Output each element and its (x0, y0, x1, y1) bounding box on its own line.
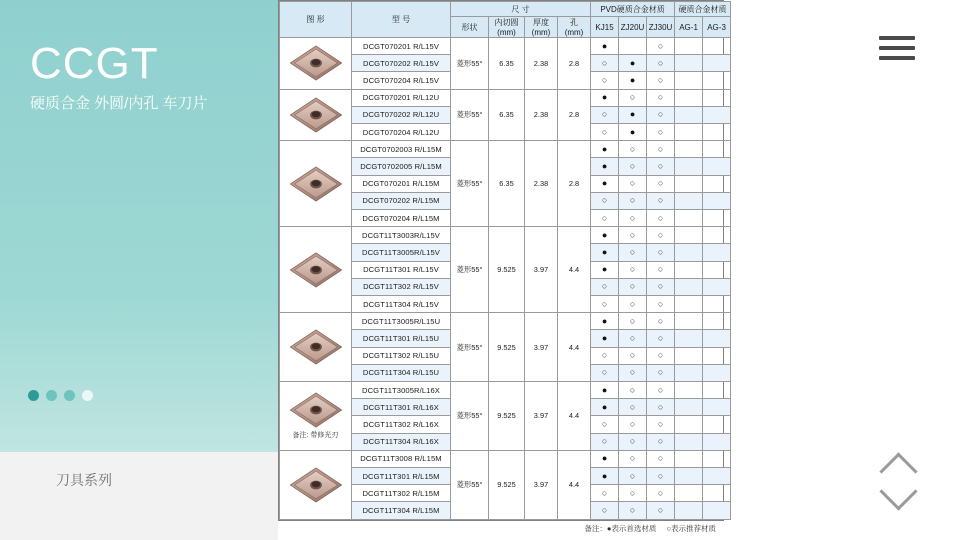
pagination-dots[interactable] (28, 390, 93, 401)
grade-mark-ag-1 (675, 416, 703, 433)
grade-mark-ag-1 (675, 38, 703, 55)
grade-mark-ag-3 (703, 330, 731, 347)
hole-diameter-cell: 2.8 (558, 38, 591, 90)
grade-mark-ag-1 (675, 72, 703, 89)
grade-mark-zj20u (619, 364, 647, 381)
model-code: DCGT070201 R/L15V (352, 38, 451, 55)
inscribed-circle-cell: 6.35 (489, 38, 525, 90)
pagination-dot-1[interactable] (28, 390, 39, 401)
model-code: DCGT11T302 R/L16X (352, 416, 451, 433)
grade-mark-ag-3 (703, 72, 731, 89)
grade-mark-ag-3 (703, 124, 731, 141)
grade-mark-zj30u (647, 313, 675, 330)
shape-cell: 菱形55° (451, 382, 489, 451)
grade-mark-zj30u (647, 416, 675, 433)
grade-mark-zj30u (647, 450, 675, 467)
model-code: DCGT11T304 R/L16X (352, 433, 451, 450)
hole-diameter-cell: 2.8 (558, 89, 591, 141)
insert-figure-icon (287, 43, 345, 83)
grade-mark-kj15 (591, 158, 619, 175)
figure-note: 备注: 带修光刃 (292, 431, 339, 439)
grade-mark-ag-1 (675, 313, 703, 330)
grade-mark-ag-3 (703, 485, 731, 502)
table-row (280, 89, 731, 106)
table-body (280, 38, 731, 520)
grade-mark-ag-1 (675, 399, 703, 416)
grade-mark-ag-3 (703, 278, 731, 295)
grade-mark-zj30u (647, 124, 675, 141)
grade-mark-kj15 (591, 347, 619, 364)
grade-mark-ag-1 (675, 468, 703, 485)
page-title: CCGT (30, 39, 159, 88)
grade-mark-ag-3 (703, 364, 731, 381)
thickness-cell: 3.97 (525, 313, 558, 382)
thickness-cell: 3.97 (525, 450, 558, 519)
pagination-dot-2[interactable] (46, 390, 57, 401)
grade-mark-ag-1 (675, 141, 703, 158)
grade-mark-ag-3 (703, 106, 731, 123)
grade-mark-zj20u (619, 55, 647, 72)
vertical-nav[interactable] (878, 452, 918, 504)
grade-mark-kj15 (591, 38, 619, 55)
model-code: DCGT070204 R/L15M (352, 210, 451, 227)
grade-mark-zj20u (619, 416, 647, 433)
table-head (280, 2, 731, 38)
grade-mark-ag-3 (703, 210, 731, 227)
model-code: DCGT11T3005R/L16X (352, 382, 451, 399)
grade-mark-ag-3 (703, 468, 731, 485)
table-row (280, 313, 731, 330)
grade-mark-kj15 (591, 210, 619, 227)
thickness-cell: 3.97 (525, 227, 558, 313)
grade-mark-ag-1 (675, 450, 703, 467)
grade-mark-ag-1 (675, 261, 703, 278)
chevron-down-icon[interactable] (881, 484, 915, 504)
th-thickness: 厚度 (mm) (525, 17, 558, 38)
hamburger-bar-3 (879, 56, 915, 60)
model-code: DCGT070202 R/L12U (352, 106, 451, 123)
grade-mark-zj20u (619, 72, 647, 89)
grade-mark-ag-3 (703, 158, 731, 175)
thickness-cell: 2.38 (525, 141, 558, 227)
grade-mark-kj15 (591, 313, 619, 330)
grade-mark-ag-1 (675, 364, 703, 381)
grade-mark-zj20u (619, 450, 647, 467)
hole-diameter-cell: 4.4 (558, 313, 591, 382)
grade-mark-zj30u (647, 38, 675, 55)
grade-mark-zj20u (619, 433, 647, 450)
grade-mark-zj20u (619, 106, 647, 123)
model-code: DCGT11T3005R/L15U (352, 313, 451, 330)
left-panel (0, 0, 278, 540)
model-code: DCGT070201 R/L15M (352, 175, 451, 192)
insert-figure-cell (280, 382, 352, 451)
grade-mark-zj30u (647, 210, 675, 227)
model-code: DCGT070204 R/L15V (352, 72, 451, 89)
grade-mark-zj30u (647, 296, 675, 313)
grade-mark-ag-3 (703, 433, 731, 450)
grade-mark-zj20u (619, 347, 647, 364)
grade-mark-ag-3 (703, 89, 731, 106)
grade-mark-ag-3 (703, 296, 731, 313)
insert-figure-cell (280, 38, 352, 90)
insert-figure-cell (280, 450, 352, 519)
th-carbide-group: 硬质合金材质 (675, 2, 731, 17)
insert-figure-icon (287, 164, 345, 204)
grade-mark-ag-1 (675, 433, 703, 450)
grade-mark-ag-3 (703, 399, 731, 416)
model-code: DCGT070201 R/L12U (352, 89, 451, 106)
model-code: DCGT0702003 R/L15M (352, 141, 451, 158)
grade-mark-zj30u (647, 89, 675, 106)
grade-mark-ag-1 (675, 485, 703, 502)
grade-mark-kj15 (591, 227, 619, 244)
grade-mark-ag-1 (675, 278, 703, 295)
grade-mark-zj30u (647, 399, 675, 416)
grade-mark-zj30u (647, 158, 675, 175)
series-label: 刀具系列 (56, 472, 112, 488)
inscribed-circle-cell: 9.525 (489, 382, 525, 451)
table-row (280, 141, 731, 158)
grade-mark-zj30u (647, 485, 675, 502)
hole-diameter-cell: 4.4 (558, 382, 591, 451)
grade-mark-ag-3 (703, 261, 731, 278)
grade-mark-zj30u (647, 347, 675, 364)
grade-mark-zj20u (619, 330, 647, 347)
model-code: DCGT11T302 R/L15V (352, 278, 451, 295)
insert-figure-cell (280, 227, 352, 313)
spec-table-container (278, 0, 727, 521)
grade-mark-ag-1 (675, 89, 703, 106)
grade-mark-ag-3 (703, 244, 731, 261)
th-ic: 内切圆 (mm) (489, 17, 525, 38)
grade-mark-zj20u (619, 192, 647, 209)
grade-mark-ag-1 (675, 244, 703, 261)
grade-mark-ag-3 (703, 192, 731, 209)
grade-mark-kj15 (591, 296, 619, 313)
grade-mark-kj15 (591, 106, 619, 123)
hamburger-bar-1 (879, 36, 915, 40)
grade-mark-ag-3 (703, 38, 731, 55)
grade-mark-kj15 (591, 244, 619, 261)
chevron-up-icon[interactable] (881, 452, 915, 472)
grade-mark-kj15 (591, 89, 619, 106)
table-row (280, 38, 731, 55)
grade-mark-ag-1 (675, 347, 703, 364)
model-code: DCGT11T301 R/L15U (352, 330, 451, 347)
grade-mark-kj15 (591, 502, 619, 520)
insert-figure-cell (280, 89, 352, 141)
th-grade-kj15: KJ15 (591, 17, 619, 38)
grade-mark-ag-1 (675, 192, 703, 209)
inscribed-circle-cell: 9.525 (489, 450, 525, 519)
grade-mark-ag-3 (703, 450, 731, 467)
grade-mark-zj20u (619, 175, 647, 192)
grade-mark-kj15 (591, 468, 619, 485)
grade-mark-zj20u (619, 158, 647, 175)
inscribed-circle-cell: 9.525 (489, 227, 525, 313)
grade-mark-zj30u (647, 227, 675, 244)
grade-mark-zj30u (647, 141, 675, 158)
inscribed-circle-cell: 6.35 (489, 141, 525, 227)
grade-mark-ag-1 (675, 330, 703, 347)
hole-diameter-cell: 4.4 (558, 450, 591, 519)
grade-mark-kj15 (591, 382, 619, 399)
shape-cell: 菱形55° (451, 313, 489, 382)
grade-mark-zj20u (619, 261, 647, 278)
model-code: DCGT11T3008 R/L15M (352, 450, 451, 467)
table-footnote (278, 523, 724, 534)
grade-mark-ag-3 (703, 347, 731, 364)
model-code: DCGT070204 R/L12U (352, 124, 451, 141)
grade-mark-zj20u (619, 210, 647, 227)
grade-mark-zj30u (647, 72, 675, 89)
model-code: DCGT11T302 R/L15M (352, 485, 451, 502)
grade-mark-ag-1 (675, 502, 703, 520)
grade-mark-kj15 (591, 278, 619, 295)
grade-mark-ag-1 (675, 124, 703, 141)
model-code: DCGT11T304 R/L15M (352, 502, 451, 520)
grade-mark-kj15 (591, 261, 619, 278)
grade-mark-zj20u (619, 313, 647, 330)
grade-mark-ag-1 (675, 296, 703, 313)
grade-mark-ag-1 (675, 210, 703, 227)
thickness-cell: 2.38 (525, 89, 558, 141)
hamburger-bar-2 (879, 46, 915, 50)
grade-mark-zj20u (619, 382, 647, 399)
table-row (280, 450, 731, 467)
grade-mark-ag-1 (675, 106, 703, 123)
table-row (280, 382, 731, 399)
grade-mark-zj30u (647, 261, 675, 278)
grade-mark-ag-3 (703, 227, 731, 244)
grade-mark-zj20u (619, 468, 647, 485)
grade-mark-zj20u (619, 89, 647, 106)
grade-mark-zj30u (647, 382, 675, 399)
grade-mark-kj15 (591, 72, 619, 89)
grade-mark-zj20u (619, 141, 647, 158)
th-grade-ag1: AG-1 (675, 17, 703, 38)
th-hole: 孔 (mm) (558, 17, 591, 38)
inscribed-circle-cell: 9.525 (489, 313, 525, 382)
insert-figure-icon (287, 390, 345, 430)
grade-mark-zj30u (647, 502, 675, 520)
grade-mark-kj15 (591, 485, 619, 502)
hole-diameter-cell: 2.8 (558, 141, 591, 227)
model-code: DCGT11T3005R/L15V (352, 244, 451, 261)
grade-mark-ag-3 (703, 313, 731, 330)
shape-cell: 菱形55° (451, 450, 489, 519)
th-dimension-group: 尺 寸 (451, 2, 591, 17)
grade-mark-kj15 (591, 399, 619, 416)
grade-mark-zj30u (647, 55, 675, 72)
shape-cell: 菱形55° (451, 38, 489, 90)
th-shape: 形状 (451, 17, 489, 38)
grade-mark-kj15 (591, 175, 619, 192)
inscribed-circle-cell: 6.35 (489, 89, 525, 141)
grade-mark-kj15 (591, 192, 619, 209)
grade-mark-ag-3 (703, 175, 731, 192)
th-grade-zj20u: ZJ20U (619, 17, 647, 38)
grade-mark-ag-3 (703, 55, 731, 72)
grade-mark-ag-3 (703, 141, 731, 158)
grade-mark-ag-3 (703, 502, 731, 520)
pagination-dot-4[interactable] (82, 390, 93, 401)
insert-figure-icon (287, 95, 345, 135)
grade-mark-ag-3 (703, 416, 731, 433)
page-subtitle: 硬质合金 外圆/内孔 车刀片 (30, 95, 208, 112)
grade-mark-zj20u (619, 38, 647, 55)
grade-mark-zj20u (619, 227, 647, 244)
insert-figure-icon (287, 327, 345, 367)
grade-mark-zj30u (647, 468, 675, 485)
grade-mark-zj20u (619, 485, 647, 502)
model-code: DCGT0702005 R/L15M (352, 158, 451, 175)
grade-mark-zj30u (647, 278, 675, 295)
grade-mark-ag-1 (675, 55, 703, 72)
title-block (30, 38, 270, 114)
grade-mark-zj20u (619, 278, 647, 295)
grade-mark-ag-3 (703, 382, 731, 399)
thickness-cell: 2.38 (525, 38, 558, 90)
th-figure: 图 形 (280, 2, 352, 38)
grade-mark-ag-1 (675, 175, 703, 192)
model-code: DCGT070202 R/L15M (352, 192, 451, 209)
th-grade-ag3: AG-3 (703, 17, 731, 38)
th-pvd-group: PVD硬质合金材质 (591, 2, 675, 17)
hamburger-menu-icon[interactable] (879, 36, 915, 60)
grade-mark-zj20u (619, 244, 647, 261)
grade-mark-zj30u (647, 175, 675, 192)
footnote-filled: 备注：●表示首选材质 (584, 524, 657, 533)
grade-mark-kj15 (591, 416, 619, 433)
model-code: DCGT11T304 R/L15U (352, 364, 451, 381)
grade-mark-kj15 (591, 364, 619, 381)
left-bottom-strip (0, 452, 278, 540)
insert-figure-cell (280, 313, 352, 382)
model-code: DCGT11T301 R/L15V (352, 261, 451, 278)
grade-mark-kj15 (591, 433, 619, 450)
shape-cell: 菱形55° (451, 141, 489, 227)
insert-figure-icon (287, 250, 345, 290)
grade-mark-zj20u (619, 399, 647, 416)
grade-mark-kj15 (591, 330, 619, 347)
grade-mark-zj30u (647, 192, 675, 209)
model-code: DCGT11T3003R/L15V (352, 227, 451, 244)
spec-table (279, 1, 731, 520)
grade-mark-kj15 (591, 141, 619, 158)
grade-mark-ag-1 (675, 227, 703, 244)
shape-cell: 菱形55° (451, 227, 489, 313)
grade-mark-kj15 (591, 450, 619, 467)
insert-figure-icon (287, 465, 345, 505)
grade-mark-zj20u (619, 296, 647, 313)
shape-cell: 菱形55° (451, 89, 489, 141)
grade-mark-kj15 (591, 124, 619, 141)
hole-diameter-cell: 4.4 (558, 227, 591, 313)
grade-mark-kj15 (591, 55, 619, 72)
table-row (280, 227, 731, 244)
th-model: 型 号 (352, 2, 451, 38)
model-code: DCGT070202 R/L15V (352, 55, 451, 72)
model-code: DCGT11T301 R/L16X (352, 399, 451, 416)
grade-mark-zj30u (647, 330, 675, 347)
grade-mark-zj20u (619, 124, 647, 141)
th-grade-zj30u: ZJ30U (647, 17, 675, 38)
model-code: DCGT11T302 R/L15U (352, 347, 451, 364)
grade-mark-zj30u (647, 364, 675, 381)
grade-mark-ag-1 (675, 382, 703, 399)
thickness-cell: 3.97 (525, 382, 558, 451)
grade-mark-ag-1 (675, 158, 703, 175)
grade-mark-zj30u (647, 244, 675, 261)
insert-figure-cell (280, 141, 352, 227)
pagination-dot-3[interactable] (64, 390, 75, 401)
model-code: DCGT11T301 R/L15M (352, 468, 451, 485)
footnote-open: ○表示推荐材质 (666, 524, 716, 533)
grade-mark-zj30u (647, 106, 675, 123)
model-code: DCGT11T304 R/L15V (352, 296, 451, 313)
grade-mark-zj30u (647, 433, 675, 450)
grade-mark-zj20u (619, 502, 647, 520)
